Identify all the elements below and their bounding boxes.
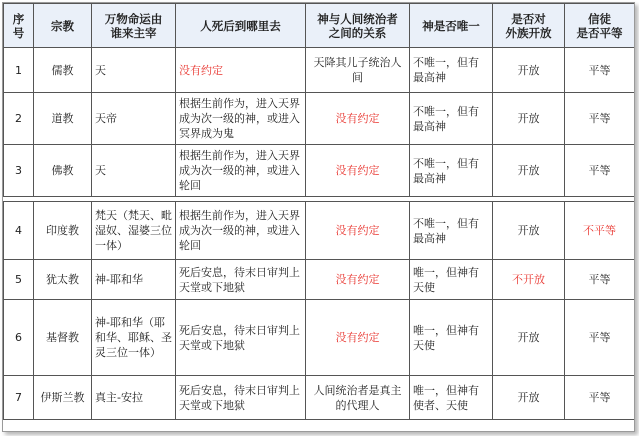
- cell-equal: 平等: [565, 376, 635, 420]
- cell-unique: 唯一，但神有使者、天使: [410, 376, 493, 420]
- religion-comparison-table-frame: [2, 2, 635, 432]
- cell-unique: 唯一，但神有天使: [410, 300, 493, 376]
- header-unique: 神是否唯一: [410, 4, 493, 48]
- cell-afterlife: 死后安息，待末日审判上天堂或下地狱: [176, 376, 306, 420]
- cell-relation: 没有约定: [306, 300, 410, 376]
- cell-religion: 伊斯兰教: [34, 376, 92, 420]
- cell-afterlife: 没有约定: [176, 48, 306, 93]
- cell-religion: 印度教: [34, 202, 92, 260]
- cell-no: 2: [4, 93, 34, 145]
- table-row: [4, 300, 635, 376]
- cell-ruler: 神-耶和华（耶和华、耶稣、圣灵三位一体）: [92, 300, 176, 376]
- cell-ruler: 天: [92, 145, 176, 197]
- cell-afterlife: 死后安息，待末日审判上天堂或下地狱: [176, 300, 306, 376]
- header-row: [4, 4, 635, 48]
- cell-no: 4: [4, 202, 34, 260]
- cell-no: 6: [4, 300, 34, 376]
- cell-afterlife: 根据生前作为，进入天界成为次一级的神，或进入轮回: [176, 145, 306, 197]
- religion-comparison-table: [3, 3, 635, 420]
- table-row: [4, 202, 635, 260]
- header-relation: 神与人间统治者 之间的关系: [306, 4, 410, 48]
- cell-religion: 基督教: [34, 300, 92, 376]
- cell-equal: 平等: [565, 93, 635, 145]
- cell-unique: 不唯一，但有最高神: [410, 93, 493, 145]
- cell-equal: 平等: [565, 260, 635, 300]
- table-row: [4, 93, 635, 145]
- cell-open: 开放: [493, 48, 565, 93]
- cell-religion: 佛教: [34, 145, 92, 197]
- cell-unique: 不唯一，但有最高神: [410, 145, 493, 197]
- cell-equal: 不平等: [565, 202, 635, 260]
- header-ruler: 万物命运由 谁来主宰: [92, 4, 176, 48]
- cell-unique: 不唯一，但有最高神: [410, 48, 493, 93]
- table-row: [4, 376, 635, 420]
- cell-unique: 不唯一，但有最高神: [410, 202, 493, 260]
- cell-open: 开放: [493, 376, 565, 420]
- cell-ruler: 真主-安拉: [92, 376, 176, 420]
- cell-ruler: 梵天（梵天、毗湿奴、湿婆三位一体）: [92, 202, 176, 260]
- cell-unique: 唯一，但神有天使: [410, 260, 493, 300]
- header-open: 是否对 外族开放: [493, 4, 565, 48]
- header-religion: 宗教: [34, 4, 92, 48]
- cell-no: 5: [4, 260, 34, 300]
- cell-relation: 没有约定: [306, 202, 410, 260]
- cell-open: 开放: [493, 202, 565, 260]
- cell-religion: 儒教: [34, 48, 92, 93]
- cell-religion: 犹太教: [34, 260, 92, 300]
- cell-afterlife: 根据生前作为，进入天界成为次一级的神，或进入轮回: [176, 202, 306, 260]
- cell-relation: 没有约定: [306, 93, 410, 145]
- cell-no: 7: [4, 376, 34, 420]
- cell-open: 开放: [493, 145, 565, 197]
- cell-afterlife: 根据生前作为，进入天界成为次一级的神，或进入冥界成为鬼: [176, 93, 306, 145]
- table-row: [4, 48, 635, 93]
- cell-equal: 平等: [565, 145, 635, 197]
- cell-ruler: 神-耶和华: [92, 260, 176, 300]
- cell-open: 开放: [493, 300, 565, 376]
- cell-relation: 没有约定: [306, 145, 410, 197]
- cell-relation: 人间统治者是真主的代理人: [306, 376, 410, 420]
- cell-no: 3: [4, 145, 34, 197]
- cell-ruler: 天: [92, 48, 176, 93]
- cell-relation: 天降其儿子统治人间: [306, 48, 410, 93]
- cell-afterlife: 死后安息，待末日审判上天堂或下地狱: [176, 260, 306, 300]
- table-row: [4, 145, 635, 197]
- cell-equal: 平等: [565, 48, 635, 93]
- cell-relation: 没有约定: [306, 260, 410, 300]
- cell-equal: 平等: [565, 300, 635, 376]
- header-equal: 信徒 是否平等: [565, 4, 635, 48]
- table-row: [4, 260, 635, 300]
- header-no: 序 号: [4, 4, 34, 48]
- cell-ruler: 天帝: [92, 93, 176, 145]
- cell-religion: 道教: [34, 93, 92, 145]
- cell-open: 不开放: [493, 260, 565, 300]
- cell-open: 开放: [493, 93, 565, 145]
- cell-no: 1: [4, 48, 34, 93]
- header-afterlife: 人死后到哪里去: [176, 4, 306, 48]
